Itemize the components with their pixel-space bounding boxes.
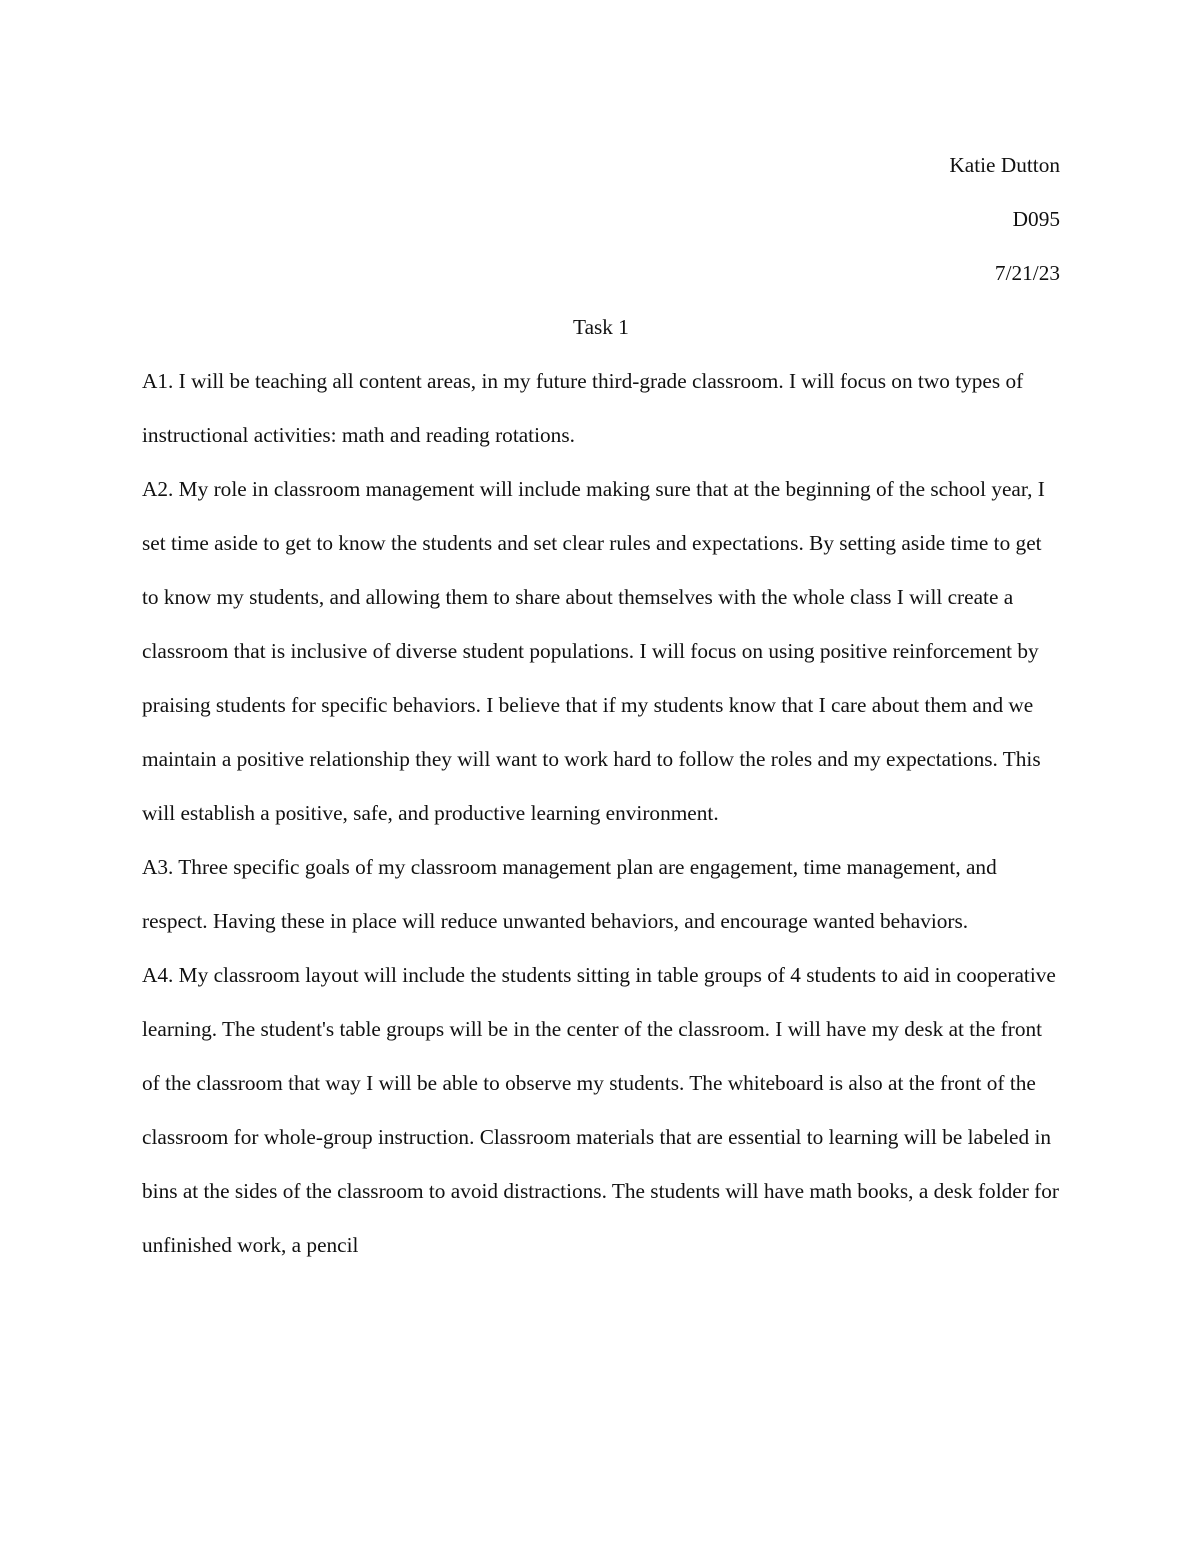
paragraph-a4: A4. My classroom layout will include the students sitting in table groups of 4 students to aid in cooperative learning. The student's table groups will be in the center of the classroom. I will have my desk at the front of the classroom that way I will be able to observe my students. The whiteboard is also at the front of the classroom for whole-group instruction. Classroom materials that are essential to learning will be labeled in bins at the sides of the classroom to avoid distractions. The students will have math books, a desk folder for unfinished work, a pencil [142,963,1059,1257]
document-body [142,138,1060,1272]
document-date: 7/21/23 [994,261,1060,285]
document-title: Task 1 [573,315,629,339]
course-code: D095 [1012,207,1060,231]
author-name: Katie Dutton [949,153,1060,177]
paragraph-a3: A3. Three specific goals of my classroom management plan are engagement, time management, and respect. Having these in place will reduce unwanted behaviors, and encourage wanted behaviors. [142,855,997,933]
paragraph-a2: A2. My role in classroom management will include making sure that at the beginning of the school year, I set time aside to get to know the students and set clear rules and expectations. By setting aside time to get to know my students, and allowing them to share about themselves with the whole class I will create a classroom that is inclusive of diverse student populations. I will focus on using positive reinforcement by praising students for specific behaviors. I believe that if my students know that I care about them and we maintain a positive relationship they will want to work hard to follow the roles and my expectations. This will establish a positive, safe, and productive learning environment. [142,477,1045,825]
paragraph-a1: A1. I will be teaching all content areas, in my future third-grade classroom. I will focus on two types of instructional activities: math and reading rotations. [142,369,1024,447]
